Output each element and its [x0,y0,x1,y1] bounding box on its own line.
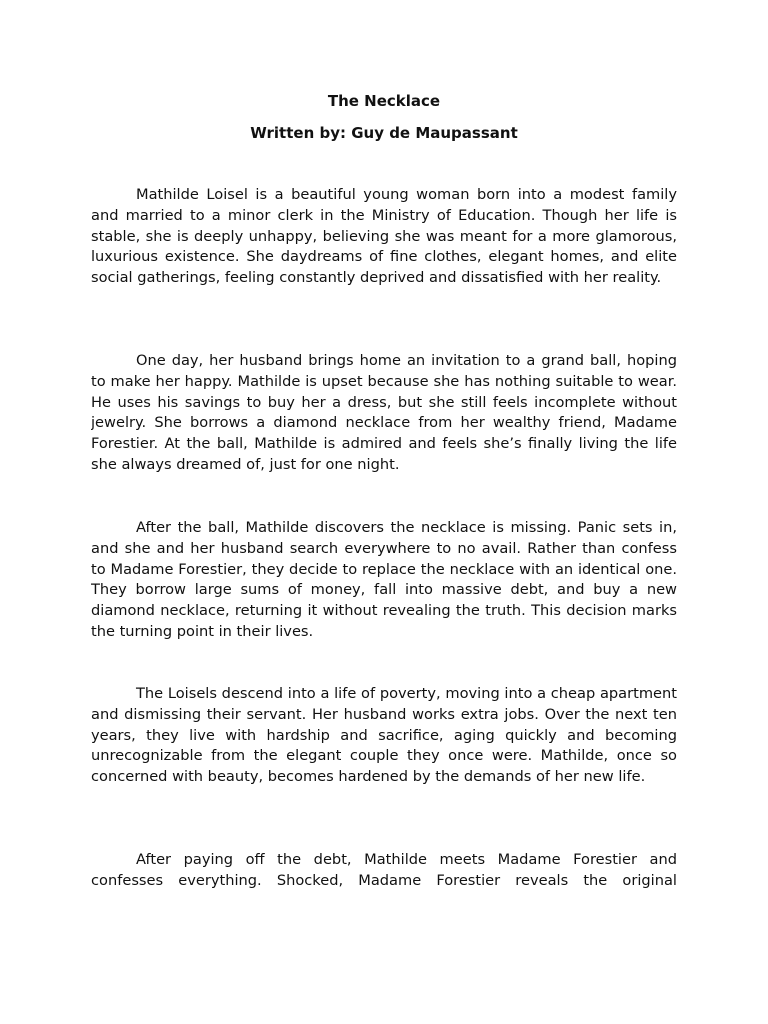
paragraph-2: One day, her husband brings home an invitation to a grand ball, hoping to make her happy. Mathilde is upset because she has nothing suitable to wear. He uses his savings to buy her a dress, but she still feels incomplete without jewelry. She borrows a diamond necklace from her wealthy friend, Madame Forestier. At the ball, Mathilde is admired and feels she’s finally living the life she always dreamed of, just for one night. [91,352,677,473]
paragraph-5: After paying off the debt, Mathilde meets Madame Forestier and confesses everything. Shocked, Madame Forestier reveals the original [91,851,677,889]
paragraph-4: The Loisels descend into a life of poverty, moving into a cheap apartment and dismissing their servant. Her husband works extra jobs. Over the next ten years, they live with hardship and sacrifice, aging quickly and becoming unrecognizable from the elegant couple they once were. Mathilde, once so concerned with beauty, becomes hardened by the demands of her new life. [91,685,677,786]
paragraph-3: After the ball, Mathilde discovers the necklace is missing. Panic sets in, and she and her husband search everywhere to no avail. Rather than confess to Madame Forestier, they decide to replace the necklace with an identical one. They borrow large sums of money, fall into massive debt, and buy a new diamond necklace, returning it without revealing the truth. This decision marks the turning point in their lives. [91,519,677,640]
author-line: Written by: Guy de Maupassant [250,124,518,142]
paragraph-1: Mathilde Loisel is a beautiful young woman born into a modest family and married to a minor clerk in the Ministry of Education. Though her life is stable, she is deeply unhappy, believing she was meant for a more glamorous, luxurious existence. She daydreams of fine clothes, elegant homes, and elite social gatherings, feeling constantly deprived and dissatisfied with her reality. [91,186,677,287]
document-title: The Necklace [327,92,441,110]
